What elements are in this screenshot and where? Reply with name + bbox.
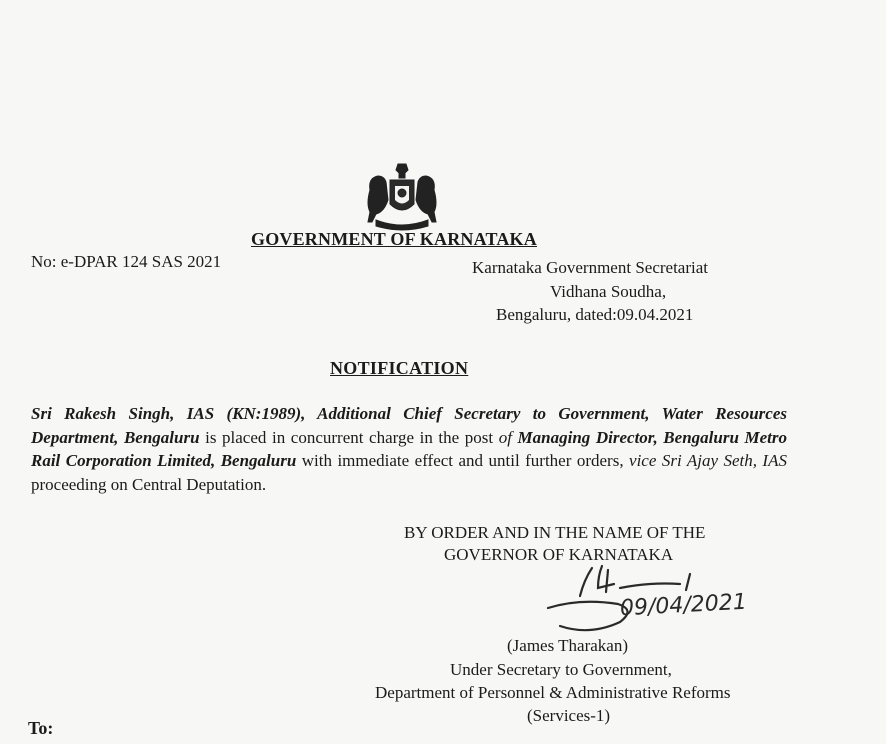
officer-name: Sri Rakesh Singh, IAS (KN:1989), Additional Chief Secretary to Government, Water Resources Department, Bengaluru — [31, 404, 787, 447]
signer-designation-3: (Services-1) — [527, 706, 611, 725]
signer-designation-2: Department of Personnel & Administrative Reforms — [375, 683, 731, 702]
body-text-3: proceeding on Central Deputation. — [31, 474, 267, 494]
address-line-2: Vidhana Soudha, — [550, 282, 667, 301]
notification-body — [31, 402, 787, 496]
notification-title: NOTIFICATION — [330, 358, 469, 378]
address-line-3: Bengaluru, dated:09.04.2021 — [496, 305, 694, 324]
to-label: To: — [28, 718, 54, 738]
address-line-1: Karnataka Government Secretariat — [472, 258, 708, 277]
body-text-2: with immediate effect and until further orders, — [296, 451, 630, 470]
vice-officer: vice Sri Ajay Seth, IAS — [629, 451, 787, 470]
signature-date: 09/04/2021 — [619, 589, 748, 622]
karnataka-state-emblem-icon — [362, 160, 442, 234]
government-title: GOVERNMENT OF KARNATAKA — [251, 229, 537, 249]
order-line-1: BY ORDER AND IN THE NAME OF THE — [404, 523, 706, 542]
of-word: of — [498, 427, 512, 447]
signer-designation-1: Under Secretary to Government, — [450, 660, 672, 679]
reference-number: No: e-DPAR 124 SAS 2021 — [31, 252, 222, 271]
signer-name: (James Tharakan) — [507, 636, 628, 655]
order-line-2: GOVERNOR OF KARNATAKA — [444, 545, 674, 564]
post-title: Managing Director, Bengaluru Metro Rail Corporation Limited, Bengaluru — [31, 427, 787, 470]
body-text-1: is placed in concurrent charge in the post — [199, 427, 499, 447]
